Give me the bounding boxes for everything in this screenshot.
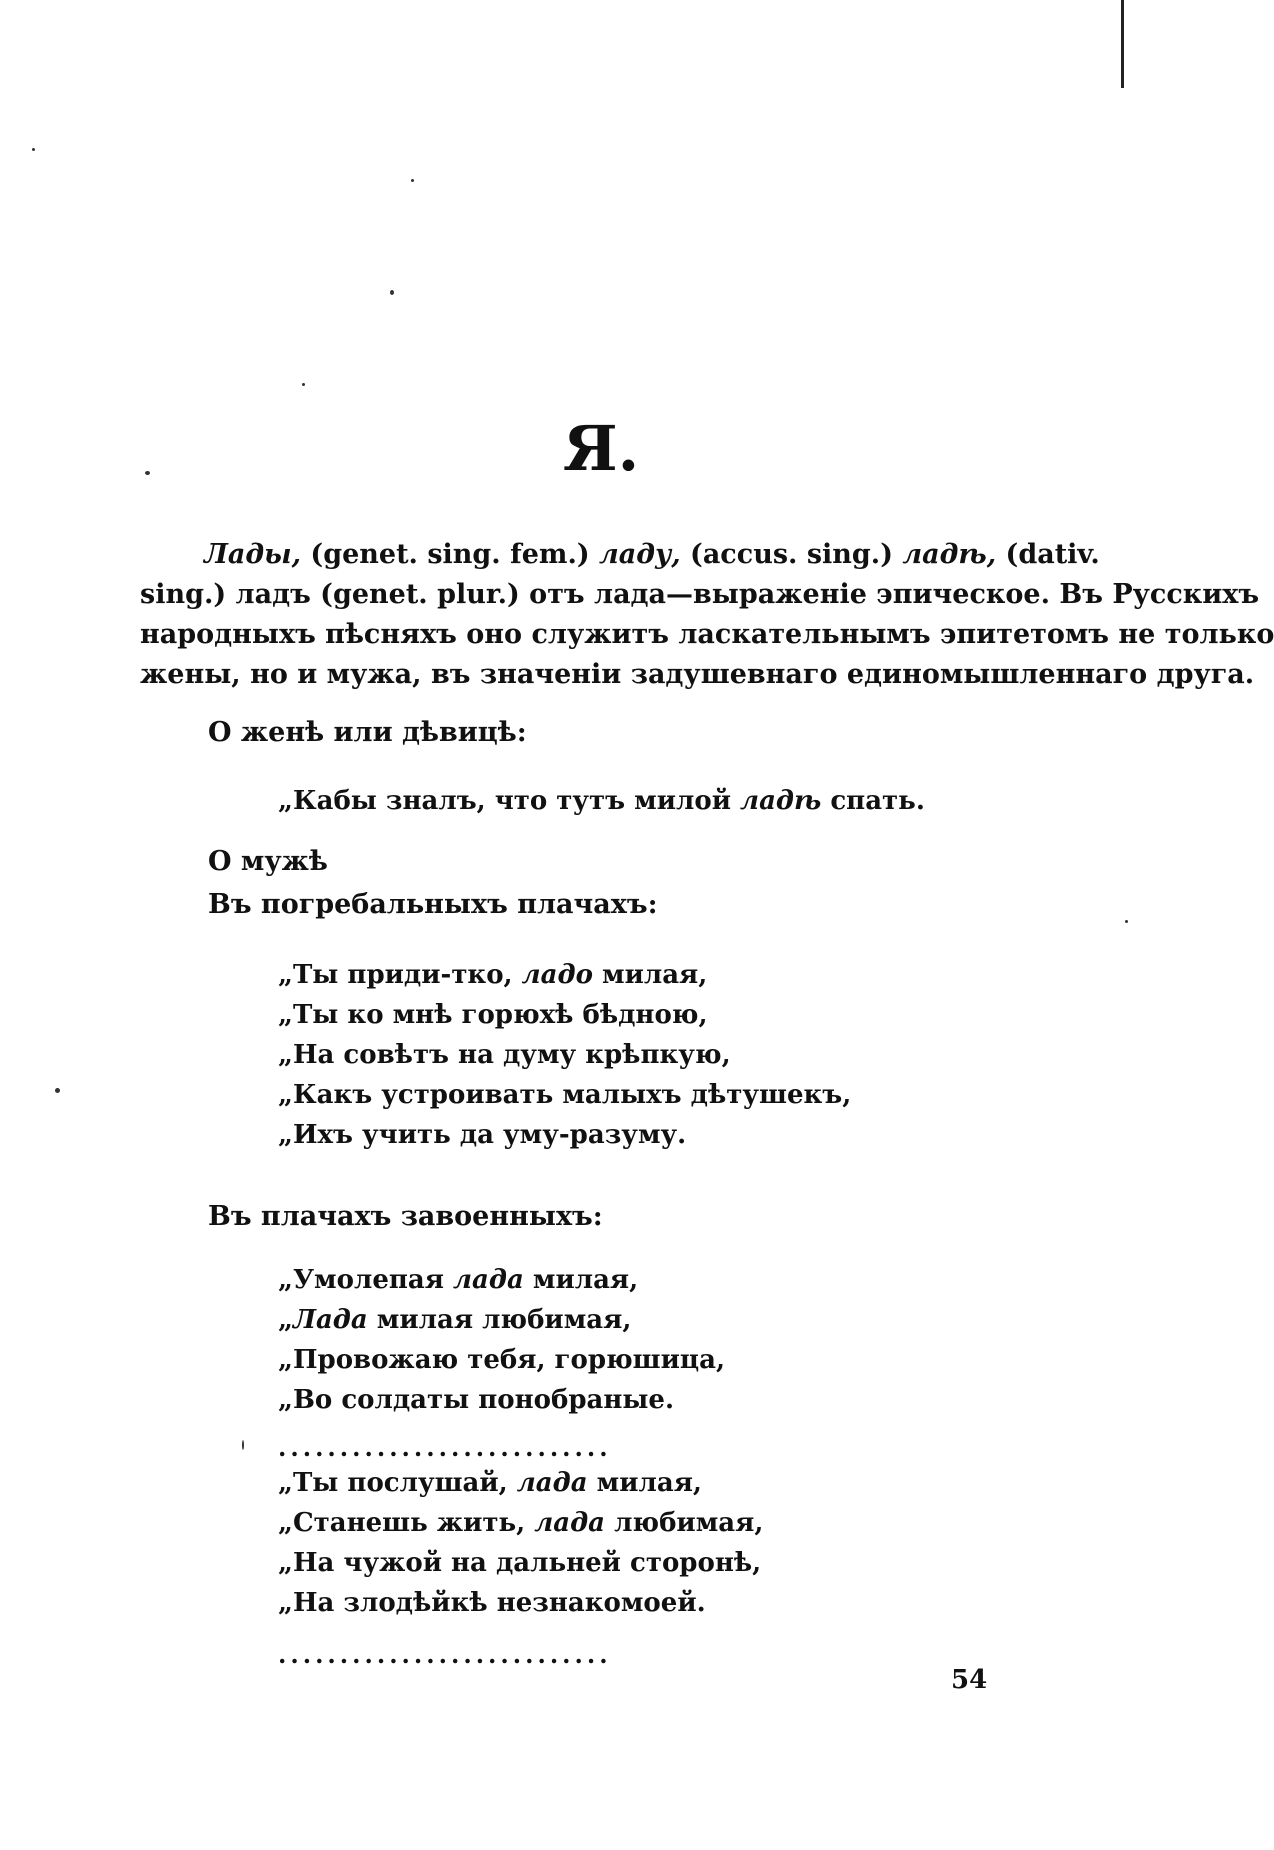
entry-paragraph — [140, 535, 1274, 695]
verse-text: милая, — [587, 1468, 702, 1498]
verse-line — [278, 1463, 763, 1503]
headword-ladi: Лады, — [204, 539, 302, 570]
verse-text: любимая, — [605, 1508, 764, 1538]
paragraph-line: жены, но и мужа, въ значеніи задушевнаго единомышленнаго друга. — [140, 659, 1255, 690]
grammar-note: (accus. sing.) — [680, 539, 903, 570]
verse-line: „Провожаю тебя, горюшица, — [278, 1345, 726, 1375]
verse-text: милая, — [592, 960, 708, 990]
print-speck — [1125, 920, 1128, 923]
verse-line: „На чужой на дальней сторонѣ, — [278, 1548, 762, 1578]
verse-text: милая, — [523, 1265, 639, 1295]
verse-text: „Ты послушай, — [278, 1468, 517, 1498]
print-speck — [55, 1088, 60, 1093]
verse-text: „Кабы зналъ, что тутъ милой — [278, 786, 741, 816]
page-edge-line — [1121, 0, 1124, 88]
verse-text: „Умолепая — [278, 1265, 453, 1295]
verse-italic-word: Лада — [292, 1305, 368, 1335]
verse-line — [278, 1503, 763, 1543]
verse-text: милая любимая, — [367, 1305, 632, 1335]
label-recruit: Въ плачахъ завоенныхъ: — [208, 1201, 603, 1232]
verse-text: спать. — [821, 786, 925, 816]
paragraph-line: народныхъ пѣсняхъ оно служитъ ласкательнымъ эпитетомъ не только — [140, 619, 1274, 650]
page-number: 54 — [951, 1665, 988, 1695]
print-speck — [32, 148, 35, 151]
verse-line: „Во солдаты понобраные. — [278, 1385, 675, 1415]
verse-text: „Станешь жить, — [278, 1508, 535, 1538]
verse-line: „Ихъ учить да уму-разуму. — [278, 1120, 687, 1150]
print-speck — [242, 1440, 244, 1450]
print-speck — [145, 471, 150, 475]
quote-wife — [278, 781, 925, 821]
paragraph-line — [140, 535, 1100, 575]
headword-ladu: ладу, — [599, 539, 681, 570]
verse-italic-word: ладѣ — [740, 786, 822, 816]
section-letter-heading: Я. — [563, 412, 640, 485]
print-speck — [411, 179, 414, 182]
verse-line: „Ты ко мнѣ горюхѣ бѣдною, — [278, 1000, 708, 1030]
label-funeral: Въ погребальныхъ плачахъ: — [208, 889, 658, 920]
ellipsis-row: ........................... — [278, 1433, 612, 1462]
verse-italic-word: лада — [534, 1508, 606, 1538]
verse-line — [278, 781, 925, 821]
grammar-note: (genet. sing. fem.) — [301, 539, 600, 570]
verse-italic-word: лада — [516, 1468, 588, 1498]
headword-lade: ладѣ, — [902, 539, 997, 570]
grammar-note: (dativ. — [996, 539, 1100, 570]
label-husband: О мужѣ — [208, 846, 328, 877]
ellipsis-row: ........................... — [278, 1640, 612, 1669]
verse-line — [278, 1260, 725, 1300]
verse-line: „На злодѣйкѣ незнакомоей. — [278, 1588, 706, 1618]
label-wife: О женѣ или дѣвицѣ: — [208, 717, 527, 748]
verse-italic-word: лада — [453, 1265, 524, 1295]
verse-line — [278, 1300, 725, 1340]
verse-line — [278, 955, 851, 995]
verse-text: „Ты приди-тко, — [278, 960, 522, 990]
recruit-verse-continued — [278, 1463, 763, 1623]
verse-line: „Какъ устроивать малыхъ дѣтушекъ, — [278, 1080, 852, 1110]
funeral-verse — [278, 955, 851, 1155]
print-speck — [302, 383, 305, 386]
verse-italic-word: ладо — [521, 960, 593, 990]
recruit-verse — [278, 1260, 725, 1420]
verse-line: „На совѣтъ на думу крѣпкую, — [278, 1040, 731, 1070]
verse-text: „ — [278, 1305, 293, 1335]
print-speck — [390, 290, 394, 295]
paragraph-line: sing.) ладъ (genet. plur.) отъ лада—выраженіе эпическое. Въ Русскихъ — [140, 579, 1260, 610]
